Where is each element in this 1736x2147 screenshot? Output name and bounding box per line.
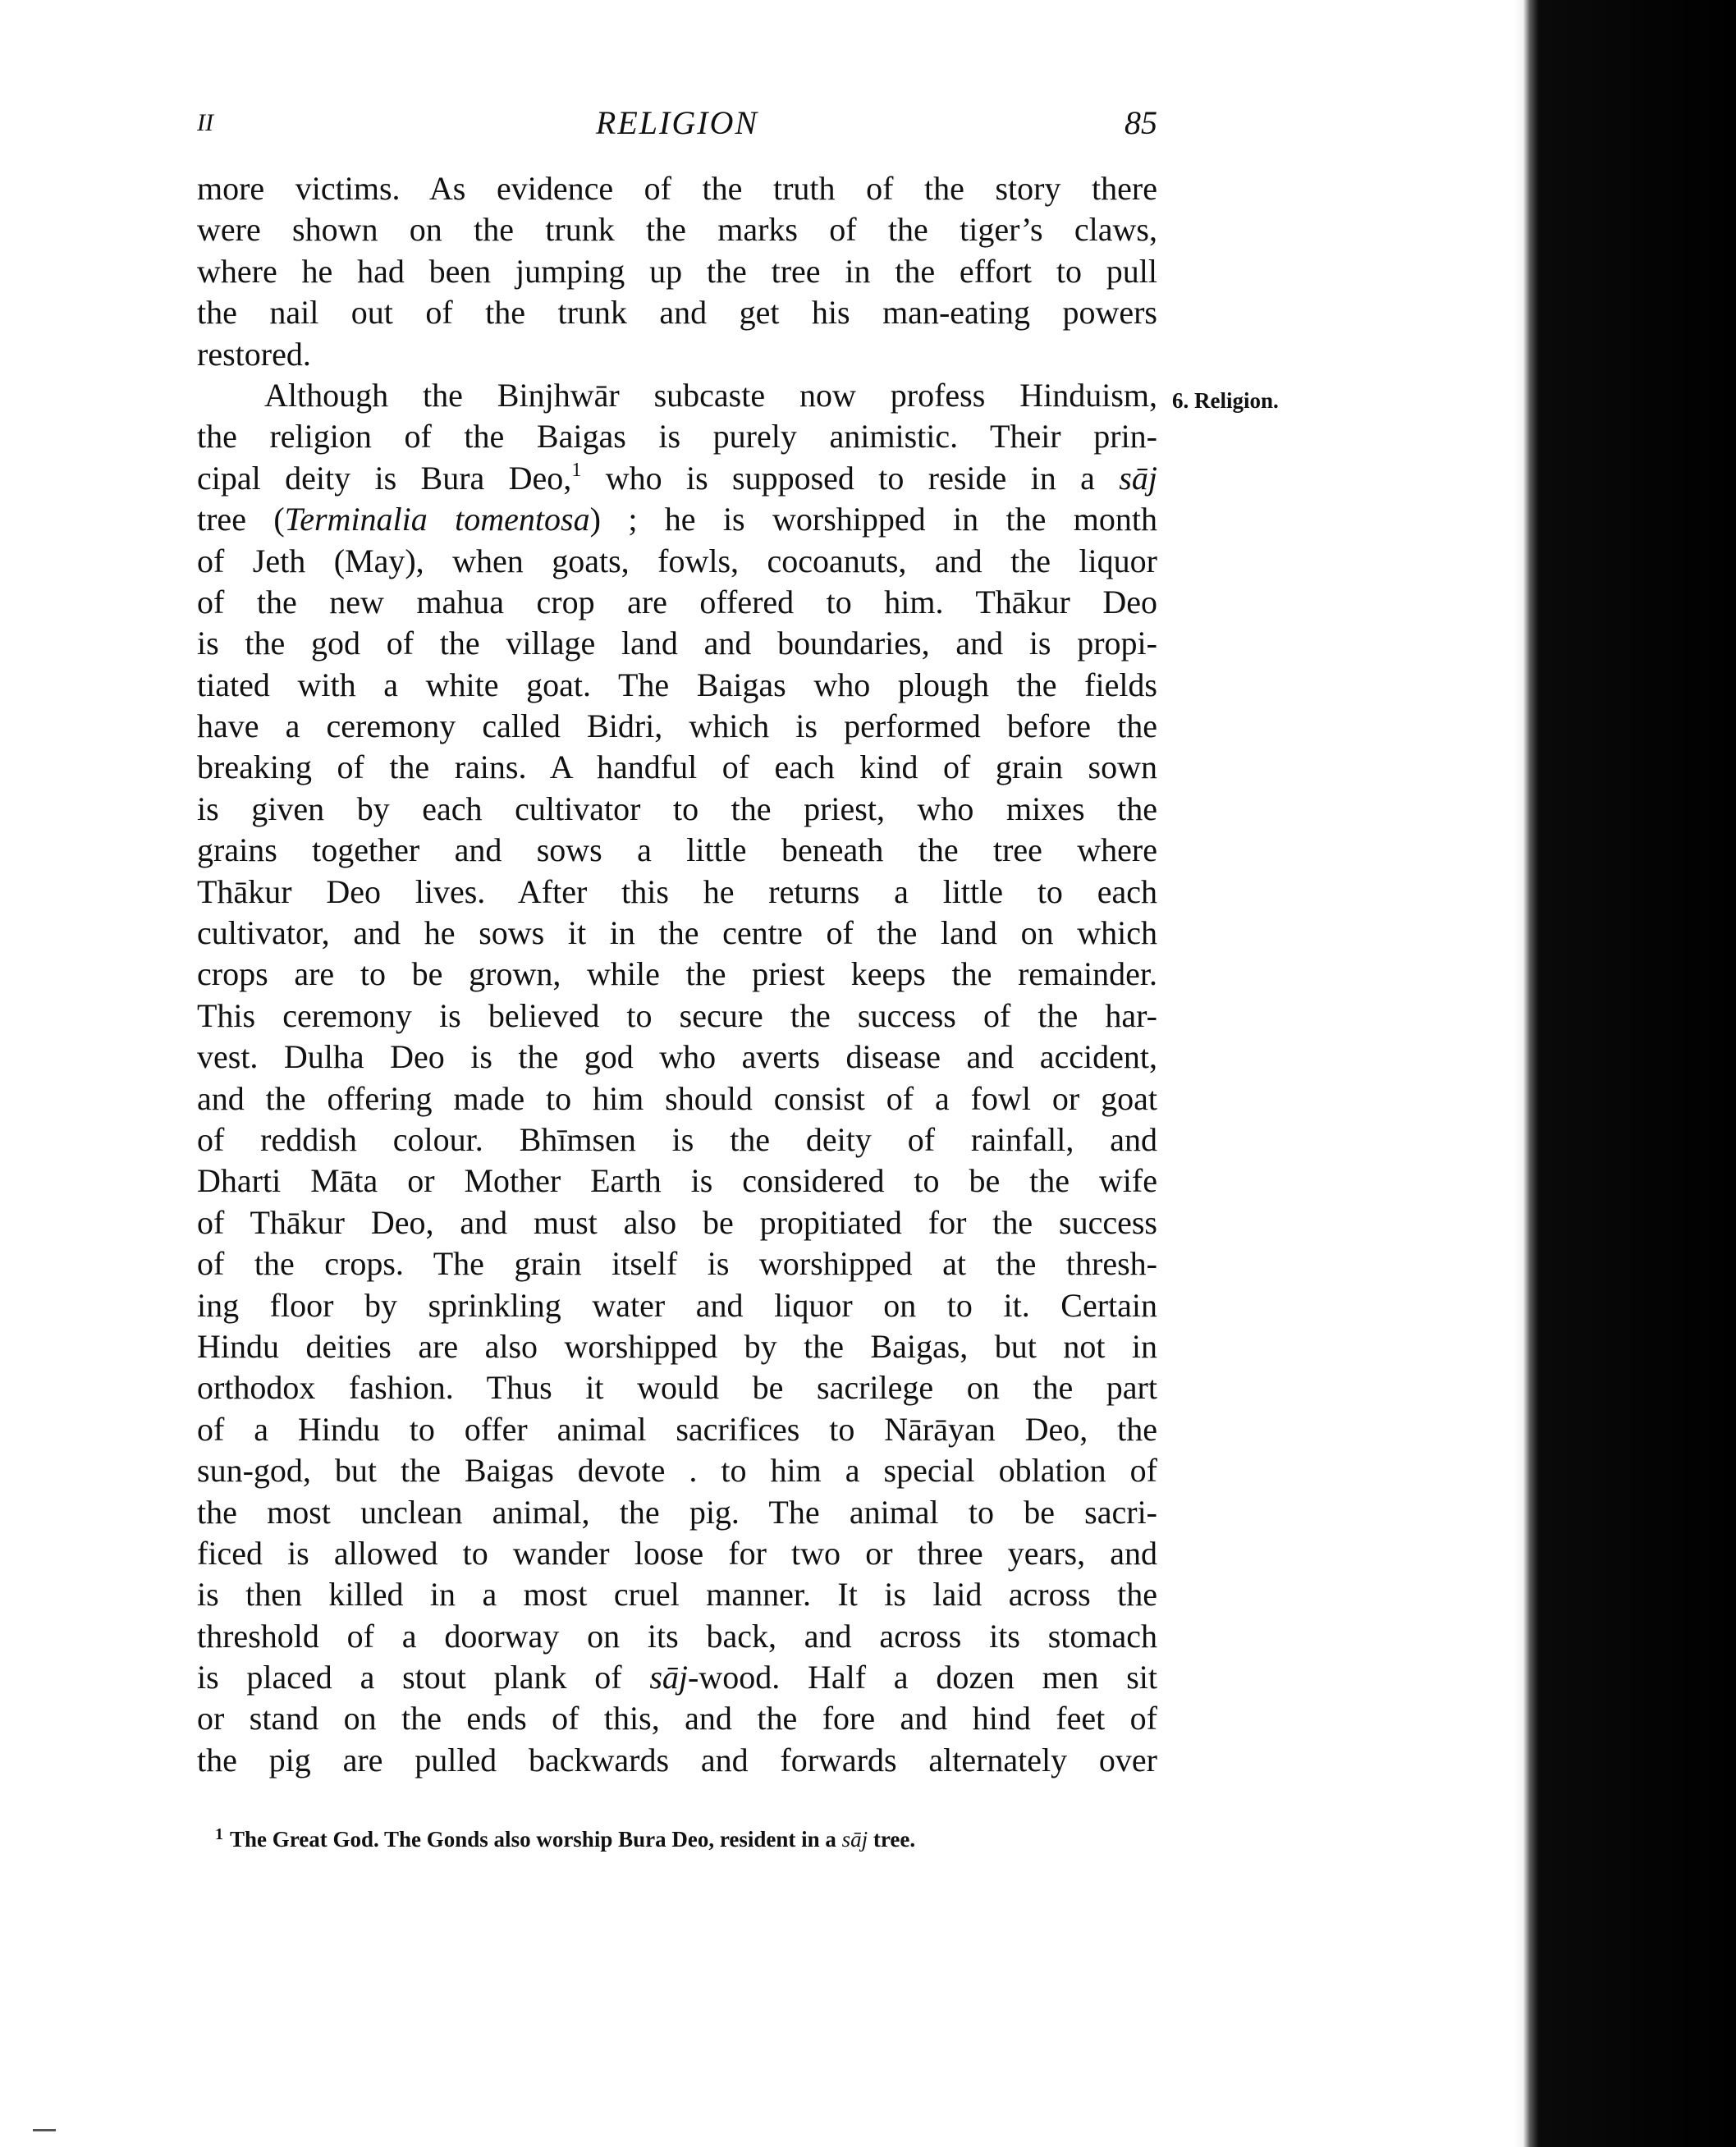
text-segment: -wood. Half a dozen men sit [688,1659,1157,1696]
text-line: more victims. As evidence of the truth of the story there [197,170,1157,207]
text-line: crops are to be grown, while the priest keeps the remainder. [197,955,1157,993]
text-line [197,1657,1157,1698]
running-head [197,103,1157,144]
margin-note: 6. Religion. [1172,388,1279,413]
text-line: the religion of the Baigas is purely animistic. Their prin- [197,418,1157,455]
text-line: Thākur Deo lives. After this he returns a little to each [197,872,1157,910]
text-line: the pig are pulled backwards and forwards alternately over [197,1741,1157,1778]
text-line: threshold of a doorway on its back, and across its stomach [197,1617,1157,1655]
text-segment: cipal deity is Bura Deo, [197,459,572,497]
scan-edge-shadow [1514,0,1736,2147]
text-line: vest. Dulha Deo is the god who averts disease and accident, [197,1038,1157,1076]
running-title: RELIGION [595,104,759,141]
text-line: is then killed in a most cruel manner. It is laid across the [197,1576,1157,1614]
text-line: Dharti Māta or Mother Earth is considered to be the wife [197,1162,1157,1200]
text-line: of Thākur Deo, and must also be propitiated for the success [197,1203,1157,1241]
footnote-italic-term: sāj [841,1827,868,1852]
text-line: of Jeth (May), when goats, fowls, cocoanuts, and the liquor [197,542,1157,579]
text-line: Hindu deities are also worshipped by the Baigas, but not in [197,1327,1157,1365]
text-line: and the offering made to him should consist of a fowl or goat [197,1079,1157,1117]
text-line: is the god of the village land and boundaries, and is propi- [197,625,1157,662]
text-line: of the crops. The grain itself is worshipped at the thresh- [197,1245,1157,1283]
text-line: the most unclean animal, the pig. The animal to be sacri- [197,1493,1157,1531]
chapter-number: II [197,109,213,136]
text-line [197,458,1157,499]
text-segment: is placed a stout plank of [197,1659,650,1696]
footnote [197,1820,1157,1854]
scan-artifact [33,2129,56,2131]
text-line: tiated with a white goat. The Baigas who plough the fields [197,666,1157,703]
text-line: cultivator, and he sows it in the centre of the land on which [197,914,1157,952]
text-line: of the new mahua crop are offered to him. Thākur Deo [197,583,1157,620]
text-line: of a Hindu to offer animal sacrifices to Nārāyan Deo, the [197,1410,1157,1448]
text-line: restored. [197,335,311,373]
text-line: orthodox fashion. Thus it would be sacrilege on the part [197,1369,1157,1407]
text-line: This ceremony is believed to secure the success of the har- [197,996,1157,1034]
text-line: ing floor by sprinkling water and liquor on to it. Certain [197,1286,1157,1324]
text-line: sun-god, but the Baigas devote . to him a special oblation of [197,1452,1157,1490]
footnote-text-end: tree. [868,1827,916,1852]
text-line: breaking of the rains. A handful of each kind of grain sown [197,748,1157,786]
text-line: of reddish colour. Bhīmsen is the deity of rainfall, and [197,1120,1157,1158]
body-text [197,168,1157,1781]
text-line: or stand on the ends of this, and the fore and hind feet of [197,1700,1157,1737]
text-line: ficed is allowed to wander loose for two or three years, and [197,1534,1157,1572]
text-line: were shown on the trunk the marks of the tiger’s claws, [197,211,1157,249]
text-segment: tree ( [197,501,285,538]
text-segment: who is supposed to reside in a [581,459,1120,497]
footnote-marker: 1 [215,1825,223,1843]
footnote-text: The Great God. The Gonds also worship Bura Deo, resident in a [230,1827,842,1852]
page-number: 85 [1125,104,1157,141]
text-line: where he had been jumping up the tree in the effort to pull [197,252,1157,290]
text-segment: ) ; he is worshipped in the month [589,501,1158,538]
italic-term: sāj [649,1659,689,1696]
text-line: grains together and sows a little beneath the tree where [197,831,1157,869]
paragraph-start-line: Although the Binjhwār subcaste now profess Hinduism, [264,376,1157,414]
text-line [197,499,1157,540]
footnote-reference: 1 [571,459,582,481]
italic-term: Terminalia tomentosa [284,501,590,538]
italic-term: sāj [1119,459,1157,497]
text-line: have a ceremony called Bidri, which is performed before the [197,707,1157,745]
text-line: is given by each cultivator to the priest, who mixes the [197,790,1157,827]
text-line: the nail out of the trunk and get his man-eating powers [197,294,1157,332]
